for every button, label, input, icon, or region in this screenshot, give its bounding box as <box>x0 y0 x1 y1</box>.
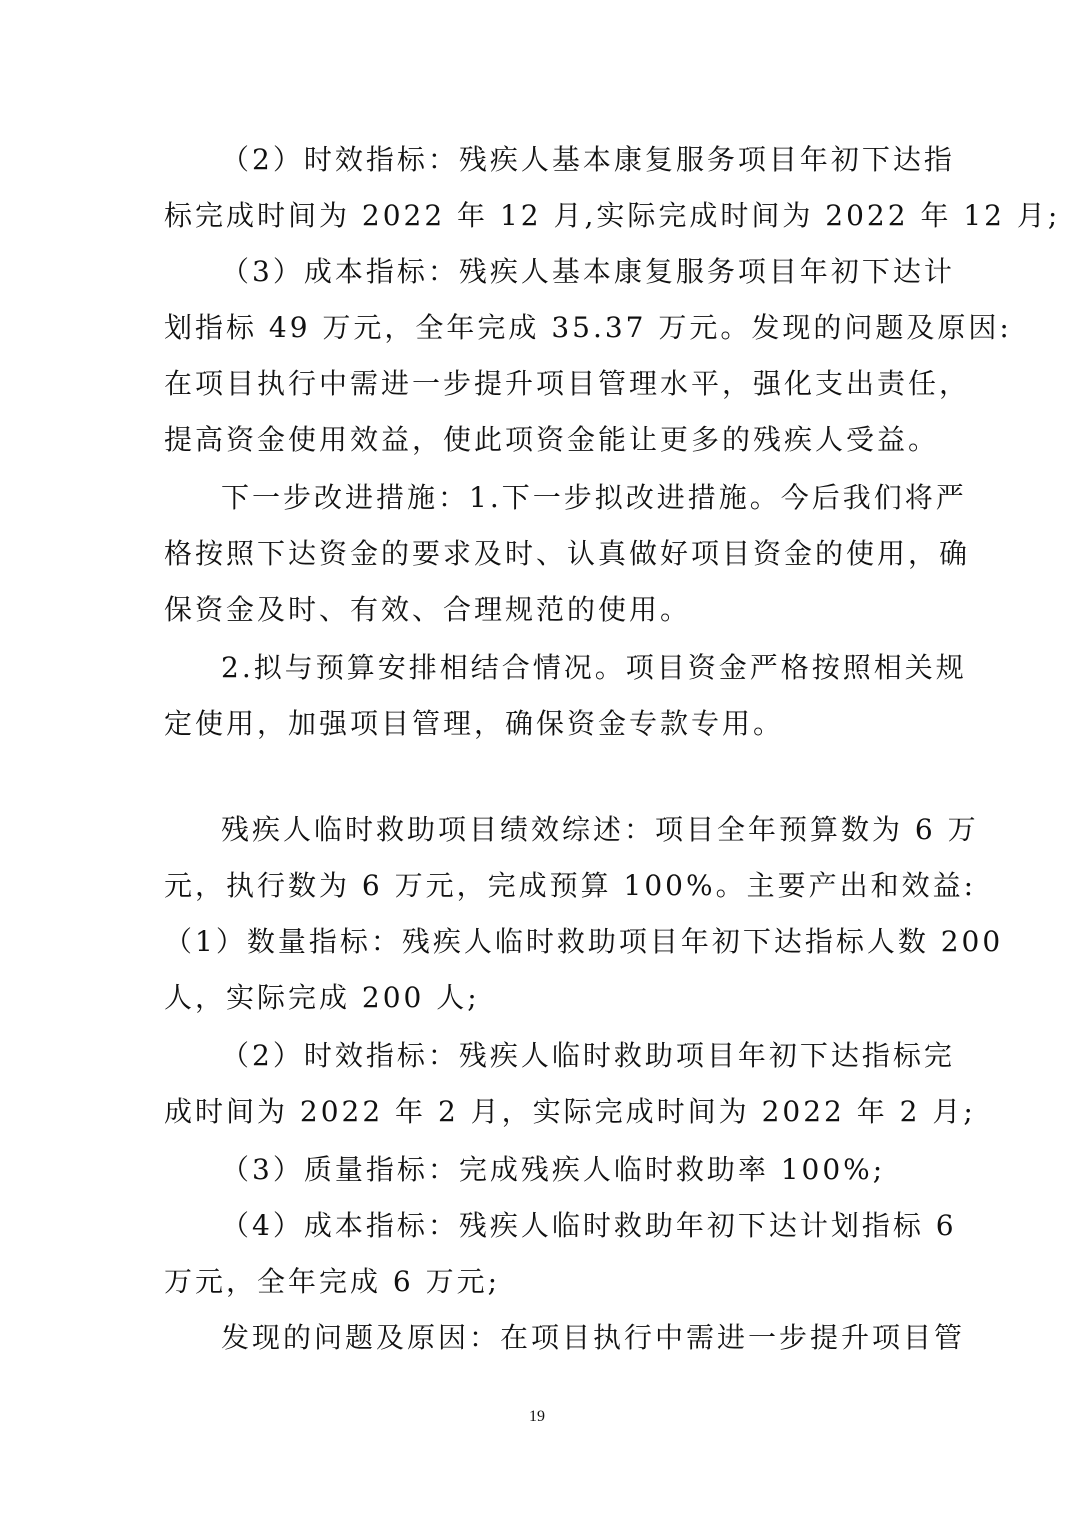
paragraph-line: 元，执行数为 6 万元，完成预算 100%。主要产出和效益: <box>164 869 977 902</box>
paragraph-line: （2）时效指标：残疾人临时救助项目年初下达指标完 <box>221 1039 955 1072</box>
paragraph-line: 标完成时间为 2022 年 12 月,实际完成时间为 2022 年 12 月; <box>164 199 1061 232</box>
paragraph-line: 定使用，加强项目管理，确保资金专款专用。 <box>164 707 785 740</box>
paragraph-line: 成时间为 2022 年 2 月，实际完成时间为 2022 年 2 月; <box>164 1095 976 1128</box>
paragraph-line: （2）时效指标：残疾人基本康复服务项目年初下达指 <box>221 143 955 176</box>
paragraph-line: 下一步改进措施：1.下一步拟改进措施。今后我们将严 <box>221 481 967 514</box>
paragraph-line: （4）成本指标：残疾人临时救助年初下达计划指标 6 <box>221 1209 957 1242</box>
paragraph-line: （3）成本指标：残疾人基本康复服务项目年初下达计 <box>221 255 955 288</box>
paragraph-line: 发现的问题及原因：在项目执行中需进一步提升项目管 <box>221 1321 966 1354</box>
paragraph-line: 2.拟与预算安排相结合情况。项目资金严格按照相关规 <box>221 651 967 684</box>
paragraph-line: 万元，全年完成 6 万元; <box>164 1265 501 1298</box>
section-heading-line: 残疾人临时救助项目绩效综述：项目全年预算数为 6 万 <box>221 813 979 846</box>
paragraph-line: （3）质量指标：完成残疾人临时救助率 100%; <box>221 1153 886 1186</box>
paragraph-line: 提高资金使用效益，使此项资金能让更多的残疾人受益。 <box>164 423 940 456</box>
paragraph-line: 人，实际完成 200 人; <box>164 981 480 1014</box>
paragraph-line: 保资金及时、有效、合理规范的使用。 <box>164 593 692 626</box>
paragraph-line: 格按照下达资金的要求及时、认真做好项目资金的使用，确 <box>164 537 971 570</box>
paragraph-line: 划指标 49 万元，全年完成 35.37 万元。发现的问题及原因: <box>164 311 1012 344</box>
page-number: 19 <box>529 1408 545 1425</box>
paragraph-line: （1）数量指标：残疾人临时救助项目年初下达指标人数 200 <box>164 925 1004 958</box>
paragraph-line: 在项目执行中需进一步提升项目管理水平，强化支出责任， <box>164 367 971 400</box>
